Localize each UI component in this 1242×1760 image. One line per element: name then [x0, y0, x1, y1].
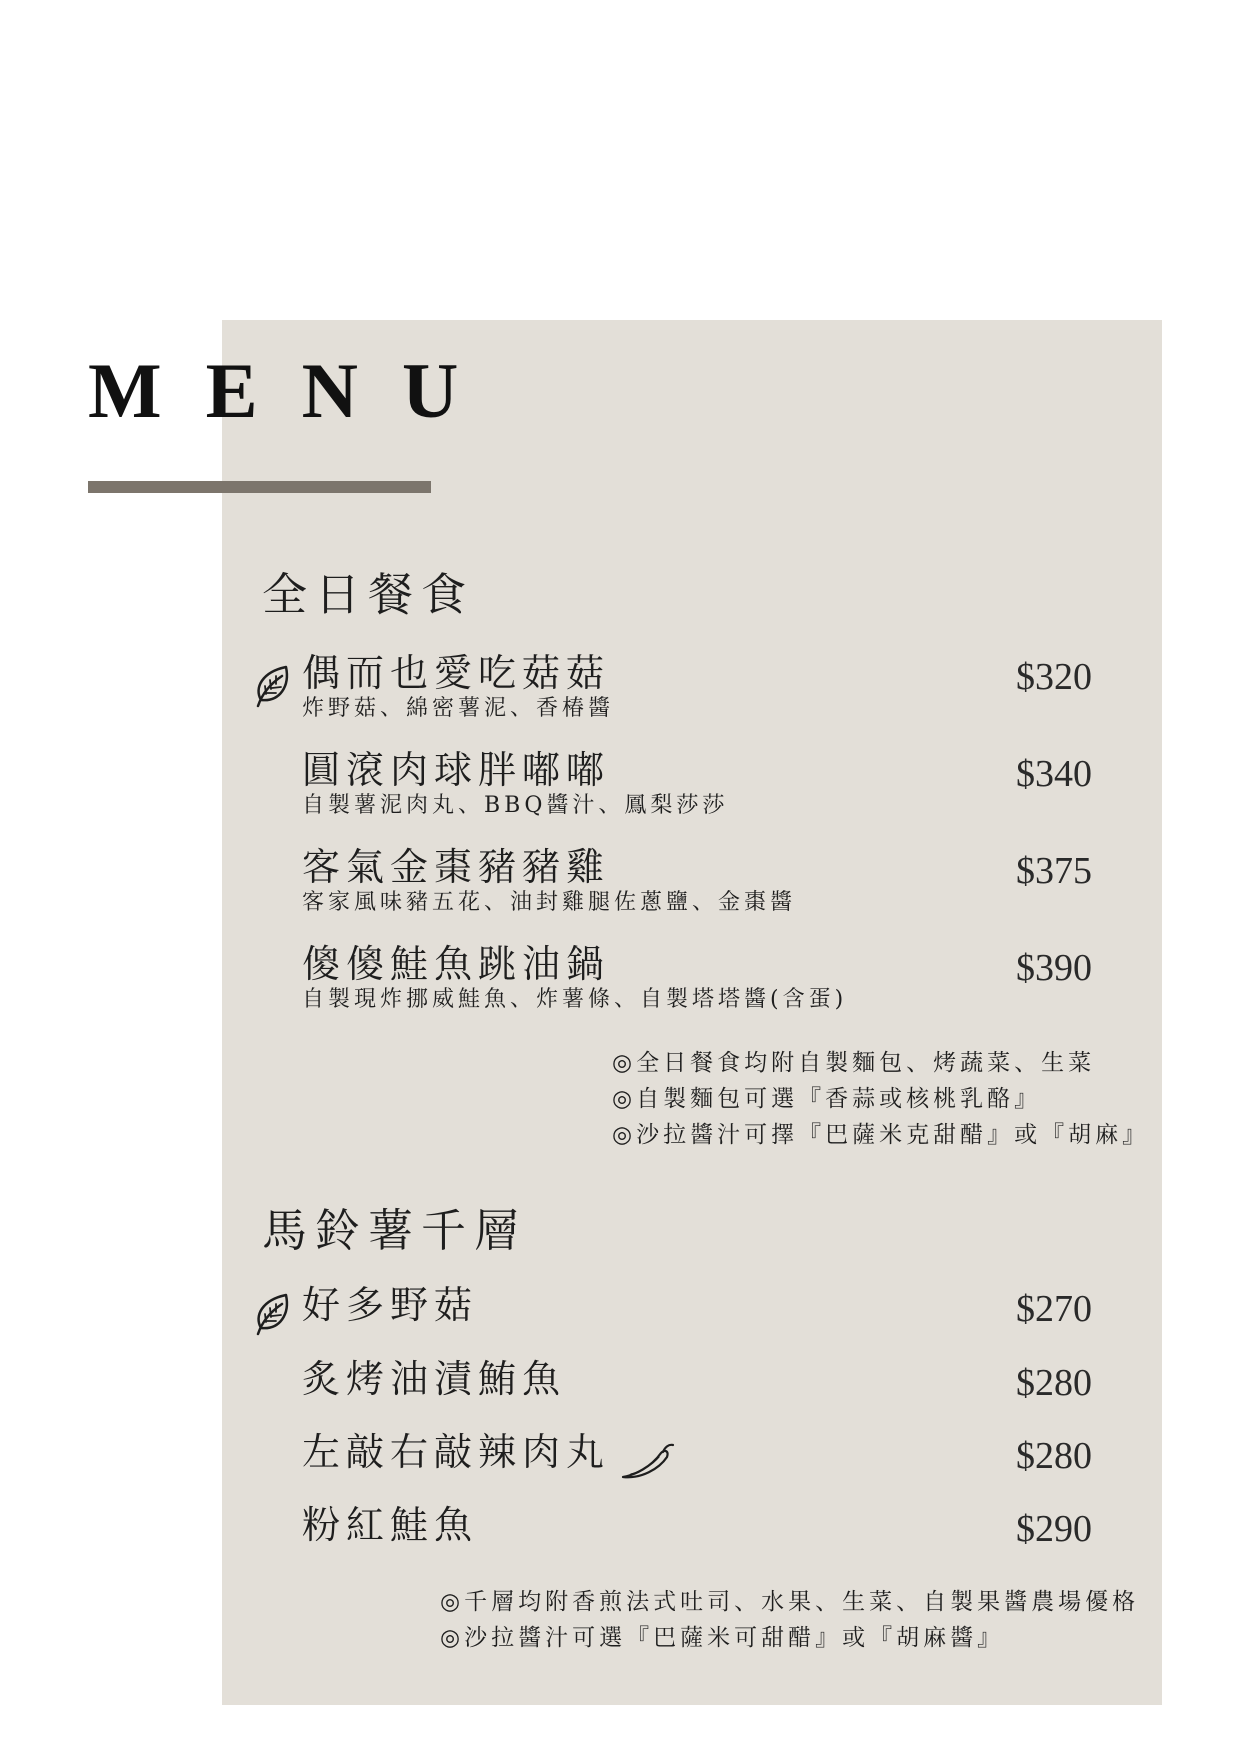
item-name: 偶而也愛吃菇菇 — [302, 651, 611, 695]
leaf-icon — [252, 1292, 292, 1338]
note-line: ◎千層均附香煎法式吐司、水果、生菜、自製果醬農場優格 — [440, 1589, 1140, 1615]
item-name: 炙烤油漬鮪魚 — [302, 1357, 567, 1401]
note-line: ◎自製麵包可選『香蒜或核桃乳酪』 — [612, 1086, 1042, 1112]
menu-panel-background — [222, 320, 1162, 1705]
item-price: $390 — [1016, 947, 1092, 989]
item-name: 客氣金棗豬豬雞 — [302, 845, 611, 889]
item-description: 自製薯泥肉丸、BBQ醬汁、鳳梨莎莎 — [302, 793, 729, 818]
chili-pepper-icon — [619, 1441, 675, 1481]
section-title-all-day-meals: 全日餐食 — [262, 568, 475, 621]
item-price: $280 — [1016, 1435, 1092, 1477]
menu-item — [302, 942, 1092, 1012]
item-price: $320 — [1016, 656, 1092, 698]
note-line: ◎沙拉醬汁可選『巴薩米可甜醋』或『胡麻醬』 — [440, 1625, 1005, 1651]
title-underline — [88, 481, 431, 493]
item-description: 客家風味豬五花、油封雞腿佐蔥鹽、金棗醬 — [302, 890, 797, 915]
menu-title: MENU — [88, 347, 503, 434]
item-name: 傻傻鮭魚跳油鍋 — [302, 942, 611, 986]
item-price: $270 — [1016, 1288, 1092, 1330]
menu-item — [302, 1283, 1092, 1330]
section-notes — [440, 1584, 1139, 1656]
section-title-potato-gratin: 馬鈴薯千層 — [262, 1204, 528, 1257]
menu-item — [302, 651, 1092, 721]
item-price: $280 — [1016, 1362, 1092, 1404]
item-description: 炸野菇、綿密薯泥、香椿醬 — [302, 696, 615, 721]
section-notes — [612, 1045, 1149, 1153]
item-description: 自製現炸挪威鮭魚、炸薯條、自製塔塔醬(含蛋) — [302, 987, 848, 1012]
item-name: 好多野菇 — [302, 1283, 479, 1327]
menu-item — [302, 748, 1092, 818]
item-price: $375 — [1016, 850, 1092, 892]
note-line: ◎沙拉醬汁可擇『巴薩米克甜醋』或『胡麻』 — [612, 1122, 1150, 1148]
item-name: 左敲右敲辣肉丸 — [302, 1430, 611, 1474]
item-name: 圓滾肉球胖嘟嘟 — [302, 748, 611, 792]
menu-item — [302, 845, 1092, 915]
menu-item — [302, 1503, 1092, 1550]
item-price: $290 — [1016, 1508, 1092, 1550]
menu-item — [302, 1357, 1092, 1404]
item-price: $340 — [1016, 753, 1092, 795]
menu-item — [302, 1430, 1092, 1481]
leaf-icon — [252, 664, 292, 710]
note-line: ◎全日餐食均附自製麵包、烤蔬菜、生菜 — [612, 1050, 1096, 1076]
item-name: 粉紅鮭魚 — [302, 1503, 479, 1547]
